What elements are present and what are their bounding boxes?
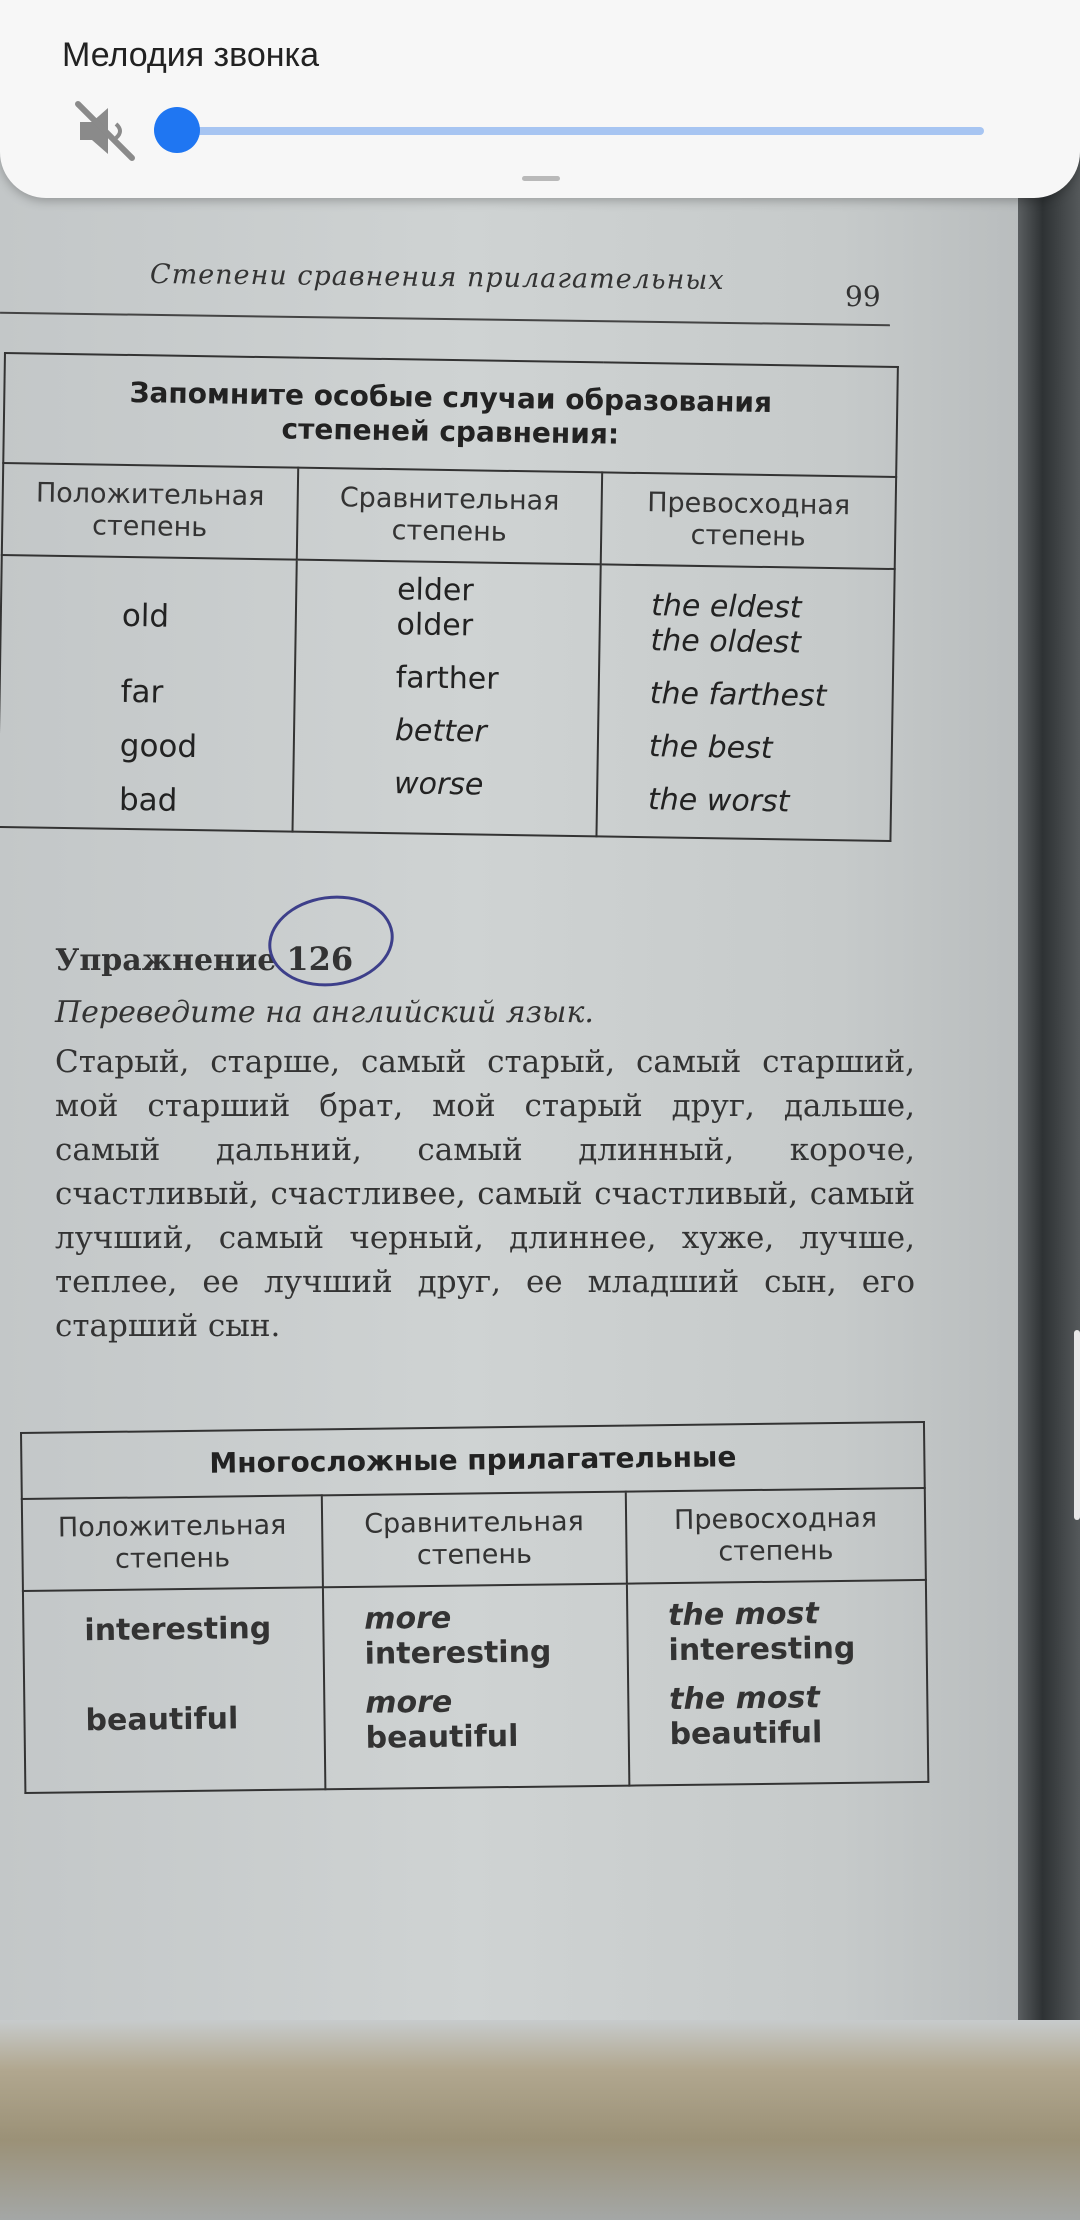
table1-row-comparative: elder: [396, 572, 475, 609]
table1-row-positive: good: [119, 727, 198, 766]
table1-row-positive: old: [121, 597, 170, 635]
table1-row-comparative: worse: [393, 766, 484, 803]
edge-panel-handle[interactable]: [1074, 1330, 1080, 1520]
table2-row-comparative: interesting: [364, 1634, 552, 1672]
table1-row-superlative: the eldest: [650, 588, 802, 626]
volume-title: Мелодия звонка: [62, 36, 320, 74]
exercise-label: Упражнение: [55, 943, 277, 978]
table2-superlative-cell: [627, 1580, 929, 1786]
table1-title-text: Запомните особые случаи образования степеней сравнения:: [129, 375, 773, 451]
table2-title: Многосложные прилагательные: [21, 1422, 925, 1499]
table2-row-superlative: interesting: [668, 1630, 856, 1669]
degrees-table-polysyllabic: [20, 1421, 929, 1794]
table1-row-superlative: the worst: [647, 782, 790, 820]
table2-row-superlative: the most: [667, 1596, 819, 1634]
table1-title: [3, 353, 898, 477]
volume-panel: [0, 0, 1080, 198]
table2-comparative-cell: [323, 1584, 629, 1790]
table1-row-positive: bad: [118, 781, 178, 819]
volume-slider-thumb[interactable]: [154, 107, 200, 153]
table2-header-comparative: Сравнительная степень: [322, 1492, 627, 1588]
volume-mute-icon[interactable]: [70, 96, 140, 166]
table2-row-superlative: the most: [668, 1680, 820, 1718]
table1-positive-cell: [0, 555, 297, 832]
table1-comparative-cell: [292, 560, 600, 837]
table1-row-superlative: the oldest: [650, 623, 802, 661]
table2-row-positive: interesting: [84, 1610, 272, 1649]
table1-header-superlative: Превосходная степень: [601, 472, 896, 569]
table2-row-comparative: more: [365, 1684, 453, 1721]
volume-slider-track[interactable]: [178, 127, 984, 135]
table1-superlative-cell: [596, 564, 894, 841]
table1-row-superlative: the farthest: [649, 676, 827, 714]
panel-drag-handle[interactable]: [522, 176, 560, 181]
degrees-table-special: [0, 352, 899, 842]
table1-row-comparative: older: [396, 607, 474, 644]
book-edge: [1018, 140, 1080, 2020]
table1-row-comparative: better: [394, 713, 488, 750]
table2-row-comparative: beautiful: [365, 1718, 519, 1756]
table1-row-comparative: farther: [395, 660, 499, 697]
exercise-text: Старый, старше, самый старый, самый старший, мой старший брат, мой старый друг, дальше, самый дальний, самый длинный, короче, счастливый, счастливее, самый счастливый, самый лучший, самый черный, длиннее, хуже, лучше, теплее, ее лучший друг, ее младший сын, его старший сын.: [55, 1044, 915, 1344]
table2-row-superlative: beautiful: [669, 1715, 823, 1753]
exercise-number: 126: [286, 940, 354, 978]
page-number: 99: [845, 280, 881, 313]
table2-positive-cell: [23, 1587, 325, 1793]
table1-header-positive: Положительная степень: [2, 463, 298, 560]
table2-header-superlative: Превосходная степень: [626, 1488, 926, 1584]
exercise-instruction: Переведите на английский язык.: [55, 995, 594, 1030]
running-head: Степени сравнения прилагательных: [149, 258, 725, 297]
table-surface: [0, 2020, 1080, 2220]
table2-row-comparative: more: [364, 1600, 452, 1637]
table2-header-positive: Положительная степень: [22, 1495, 323, 1591]
table1-row-superlative: the best: [648, 729, 773, 767]
table1-row-positive: far: [120, 673, 164, 711]
table2-row-positive: beautiful: [85, 1701, 239, 1739]
table1-header-comparative: Сравнительная степень: [297, 468, 603, 565]
